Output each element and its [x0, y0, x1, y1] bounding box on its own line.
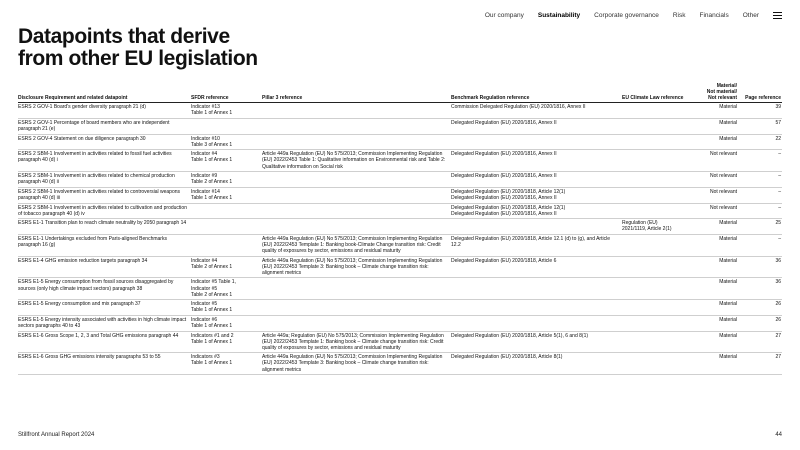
table-row — [18, 278, 782, 300]
table-row — [18, 315, 782, 331]
cell-sfdr-reference: Indicator #10 Table 3 of Annex 1 — [191, 134, 262, 150]
cell-pillar3-reference: Article 449a Regulation (EU) No 575/2013; Commission Implementing Regulation (EU) 2022/2453 Template 3: Banking book – Climate change transition risk: alignment metrics — [262, 353, 451, 375]
cell-materiality: Not relevant — [686, 203, 738, 219]
cell-benchmark-regulation-reference: Delegated Regulation (EU) 2020/1818, Article 12.1 (d) to (g), and Article 12.2 — [451, 234, 622, 256]
cell-benchmark-regulation-reference — [451, 219, 622, 235]
cell-page-reference: 27 — [738, 353, 782, 375]
cell-materiality: Material — [686, 134, 738, 150]
cell-sfdr-reference: Indicators #3 Table 1 of Annex 1 — [191, 353, 262, 375]
cell-eu-climate-law-reference — [622, 315, 686, 331]
cell-materiality: Material — [686, 315, 738, 331]
cell-sfdr-reference: Indicator #4 Table 2 of Annex 1 — [191, 256, 262, 278]
cell-disclosure-requirement: ESRS 2 SBM-1 Involvement in activities related to fossil fuel activities paragraph 40 (d) i — [18, 150, 191, 172]
cell-eu-climate-law-reference — [622, 187, 686, 203]
cell-page-reference: 27 — [738, 331, 782, 353]
cell-page-reference: – — [738, 187, 782, 203]
cell-disclosure-requirement: ESRS E1-5 Energy consumption and mix paragraph 37 — [18, 300, 191, 316]
table-row — [18, 219, 782, 235]
cell-page-reference: 26 — [738, 300, 782, 316]
hamburger-menu-icon[interactable] — [773, 12, 782, 19]
cell-eu-climate-law-reference — [622, 134, 686, 150]
table-row — [18, 256, 782, 278]
table-row — [18, 331, 782, 353]
page-number: 44 — [775, 432, 782, 438]
cell-disclosure-requirement: ESRS E1-5 Energy intensity associated with activities in high climate impact sectors paragraphs 40 to 43 — [18, 315, 191, 331]
cell-sfdr-reference — [191, 203, 262, 219]
table-row — [18, 103, 782, 119]
table-row — [18, 187, 782, 203]
table-row — [18, 353, 782, 375]
cell-materiality: Not relevant — [686, 172, 738, 188]
top-navigation — [485, 12, 782, 19]
cell-eu-climate-law-reference — [622, 278, 686, 300]
cell-eu-climate-law-reference — [622, 331, 686, 353]
cell-pillar3-reference — [262, 118, 451, 134]
cell-page-reference: 26 — [738, 315, 782, 331]
cell-page-reference: 36 — [738, 256, 782, 278]
cell-materiality: Material — [686, 353, 738, 375]
cell-sfdr-reference: Indicator #5 Table 1, Indicator #5 Table 2 of Annex 1 — [191, 278, 262, 300]
cell-pillar3-reference — [262, 103, 451, 119]
cell-eu-climate-law-reference — [622, 118, 686, 134]
column-header-disclosure-requirement: Disclosure Requirement and related datapoint — [18, 83, 191, 103]
cell-benchmark-regulation-reference: Delegated Regulation (EU) 2020/1818, Article 12(1) Delegated Regulation (EU) 2020/1816, Annex II — [451, 187, 622, 203]
column-header-sfdr-reference: SFDR reference — [191, 83, 262, 103]
cell-materiality: Material — [686, 331, 738, 353]
cell-pillar3-reference — [262, 278, 451, 300]
cell-benchmark-regulation-reference: Delegated Regulation (EU) 2020/1816, Annex II — [451, 172, 622, 188]
cell-disclosure-requirement: ESRS 2 GOV-1 Percentage of board members who are independent paragraph 21 (e) — [18, 118, 191, 134]
datapoints-table — [18, 83, 782, 375]
cell-page-reference: 36 — [738, 278, 782, 300]
cell-materiality: Material — [686, 219, 738, 235]
cell-benchmark-regulation-reference: Delegated Regulation (EU) 2020/1818, Article 6 — [451, 256, 622, 278]
cell-page-reference: 39 — [738, 103, 782, 119]
cell-materiality: Material — [686, 118, 738, 134]
cell-eu-climate-law-reference: Regulation (EU) 2021/1119, Article 2(1) — [622, 219, 686, 235]
cell-page-reference: 25 — [738, 219, 782, 235]
nav-item-our-company[interactable]: Our company — [484, 12, 524, 19]
cell-sfdr-reference — [191, 118, 262, 134]
cell-page-reference: – — [738, 234, 782, 256]
cell-pillar3-reference — [262, 300, 451, 316]
table-row — [18, 203, 782, 219]
cell-materiality: Material — [686, 300, 738, 316]
cell-page-reference: 57 — [738, 118, 782, 134]
cell-materiality: Material — [686, 278, 738, 300]
cell-disclosure-requirement: ESRS E1-1 Transition plan to reach climate neutrality by 2050 paragraph 14 — [18, 219, 191, 235]
table-row — [18, 234, 782, 256]
cell-sfdr-reference: Indicator #4 Table 1 of Annex 1 — [191, 150, 262, 172]
cell-eu-climate-law-reference — [622, 150, 686, 172]
cell-materiality: Material — [686, 256, 738, 278]
menu-bar — [773, 15, 782, 16]
cell-sfdr-reference: Indicator #13 Table 1 of Annex 1 — [191, 103, 262, 119]
cell-sfdr-reference: Indicator #5 Table 1 of Annex 1 — [191, 300, 262, 316]
page-title: Datapoints that derive from other EU legislation — [18, 25, 258, 70]
cell-pillar3-reference: Article 449a Regulation (EU) No 575/2013; Commission Implementing Regulation (EU) 2022/2453 Template 3: Banking book – Climate change transition risk: alignment metrics — [262, 256, 451, 278]
cell-disclosure-requirement: ESRS E1-5 Energy consumption from fossil sources disaggregated by sources (only high climate impact sectors) paragraph 38 — [18, 278, 191, 300]
column-header-pillar3-reference: Pillar 3 reference — [262, 83, 451, 103]
cell-pillar3-reference: Article 449a Regulation (EU) No 575/2013; Commission Implementing Regulation (EU) 2022/2453 Template 1: Banking book-Climate Change transition risk: Credit quality of exposures by sector, emissions and residual maturity — [262, 234, 451, 256]
cell-sfdr-reference: Indicator #9 Table 2 of Annex 1 — [191, 172, 262, 188]
table-row — [18, 150, 782, 172]
cell-benchmark-regulation-reference: Delegated Regulation (EU) 2020/1818, Article 8(1) — [451, 353, 622, 375]
datapoints-table-wrapper — [18, 83, 782, 375]
table-row — [18, 134, 782, 150]
report-name: Stillfront Annual Report 2024 — [18, 432, 95, 438]
cell-disclosure-requirement: ESRS 2 GOV-1 Board's gender diversity paragraph 21 (d) — [18, 103, 191, 119]
cell-disclosure-requirement: ESRS E1-4 GHG emission reduction targets paragraph 34 — [18, 256, 191, 278]
cell-pillar3-reference — [262, 134, 451, 150]
cell-page-reference: – — [738, 172, 782, 188]
cell-benchmark-regulation-reference — [451, 134, 622, 150]
nav-item-financials[interactable]: Financials — [699, 12, 729, 19]
cell-disclosure-requirement: ESRS E1-1 Undertakings excluded from Paris-aligned Benchmarks paragraph 16 (g) — [18, 234, 191, 256]
column-header-materiality: Material/ Not material/ Not relevant — [686, 83, 738, 103]
cell-sfdr-reference: Indicator #14 Table 1 of Annex 1 — [191, 187, 262, 203]
table-header-row — [18, 83, 782, 103]
cell-pillar3-reference: Article 449a; Regulation (EU) No 575/2013; Commission Implementing Regulation (EU) 2022/2453 Template 1: Banking book – Climate change transition risk: Credit quality of exposures by sector, emissions and residual maturity — [262, 331, 451, 353]
cell-benchmark-regulation-reference: Commission Delegated Regulation (EU) 2020/1816, Annex II — [451, 103, 622, 119]
cell-page-reference: – — [738, 150, 782, 172]
cell-disclosure-requirement: ESRS 2 GOV-4 Statement on due diligence paragraph 30 — [18, 134, 191, 150]
cell-pillar3-reference — [262, 219, 451, 235]
cell-benchmark-regulation-reference: Delegated Regulation (EU) 2020/1816, Annex II — [451, 150, 622, 172]
cell-pillar3-reference — [262, 315, 451, 331]
nav-item-risk[interactable]: Risk — [672, 12, 686, 19]
cell-materiality: Not relevant — [686, 150, 738, 172]
column-header-eu-climate-law-reference: EU Climate Law reference — [622, 83, 686, 103]
cell-eu-climate-law-reference — [622, 256, 686, 278]
cell-eu-climate-law-reference — [622, 234, 686, 256]
cell-benchmark-regulation-reference: Delegated Regulation (EU) 2020/1818, Article 12(1) Delegated Regulation (EU) 2020/1816, Annex II — [451, 203, 622, 219]
table-row — [18, 172, 782, 188]
cell-pillar3-reference — [262, 172, 451, 188]
cell-pillar3-reference — [262, 187, 451, 203]
cell-disclosure-requirement: ESRS 2 SBM-1 Involvement in activities related to controversial weapons paragraph 40 (d) iii — [18, 187, 191, 203]
cell-sfdr-reference: Indicator #6 Table 1 of Annex 1 — [191, 315, 262, 331]
menu-bar — [773, 12, 782, 13]
cell-benchmark-regulation-reference: Delegated Regulation (EU) 2020/1818, Article 5(1), 6 and 8(1) — [451, 331, 622, 353]
table-row — [18, 118, 782, 134]
cell-benchmark-regulation-reference: Delegated Regulation (EU) 2020/1816, Annex II — [451, 118, 622, 134]
cell-materiality: Material — [686, 103, 738, 119]
menu-bar — [773, 18, 782, 19]
nav-item-corporate-governance[interactable]: Corporate governance — [594, 12, 659, 19]
cell-benchmark-regulation-reference — [451, 315, 622, 331]
cell-eu-climate-law-reference — [622, 353, 686, 375]
cell-benchmark-regulation-reference — [451, 278, 622, 300]
cell-page-reference: – — [738, 203, 782, 219]
cell-eu-climate-law-reference — [622, 172, 686, 188]
cell-eu-climate-law-reference — [622, 300, 686, 316]
cell-sfdr-reference: Indicators #1 and 2 Table 1 of Annex 1 — [191, 331, 262, 353]
cell-disclosure-requirement: ESRS E1-6 Gross GHG emissions intensity paragraphs 53 to 55 — [18, 353, 191, 375]
table-body — [18, 103, 782, 375]
cell-disclosure-requirement: ESRS E1-6 Gross Scope 1, 2, 3 and Total GHG emissions paragraph 44 — [18, 331, 191, 353]
column-header-benchmark-regulation-reference: Benchmark Regulation reference — [451, 83, 622, 103]
cell-disclosure-requirement: ESRS 2 SBM-1 Involvement in activities related to chemical production paragraph 40 (d) ii — [18, 172, 191, 188]
cell-disclosure-requirement: ESRS 2 SBM-1 Involvement in activities related to cultivation and production of tobacco paragraph 40 (d) iv — [18, 203, 191, 219]
nav-item-sustainability[interactable]: Sustainability — [537, 12, 581, 19]
cell-materiality: Material — [686, 234, 738, 256]
cell-pillar3-reference — [262, 203, 451, 219]
cell-eu-climate-law-reference — [622, 203, 686, 219]
nav-item-other[interactable]: Other — [742, 12, 759, 19]
cell-benchmark-regulation-reference — [451, 300, 622, 316]
cell-page-reference: 22 — [738, 134, 782, 150]
cell-eu-climate-law-reference — [622, 103, 686, 119]
table-row — [18, 300, 782, 316]
cell-sfdr-reference — [191, 234, 262, 256]
cell-materiality: Not relevant — [686, 187, 738, 203]
cell-sfdr-reference — [191, 219, 262, 235]
cell-pillar3-reference: Article 449a Regulation (EU) No 575/2013; Commission Implementing Regulation (EU) 2022/2453 Table 1: Qualitative information on Environmental risk and Table 2: Qualitative information on Social risk — [262, 150, 451, 172]
column-header-page-reference: Page reference — [738, 83, 782, 103]
